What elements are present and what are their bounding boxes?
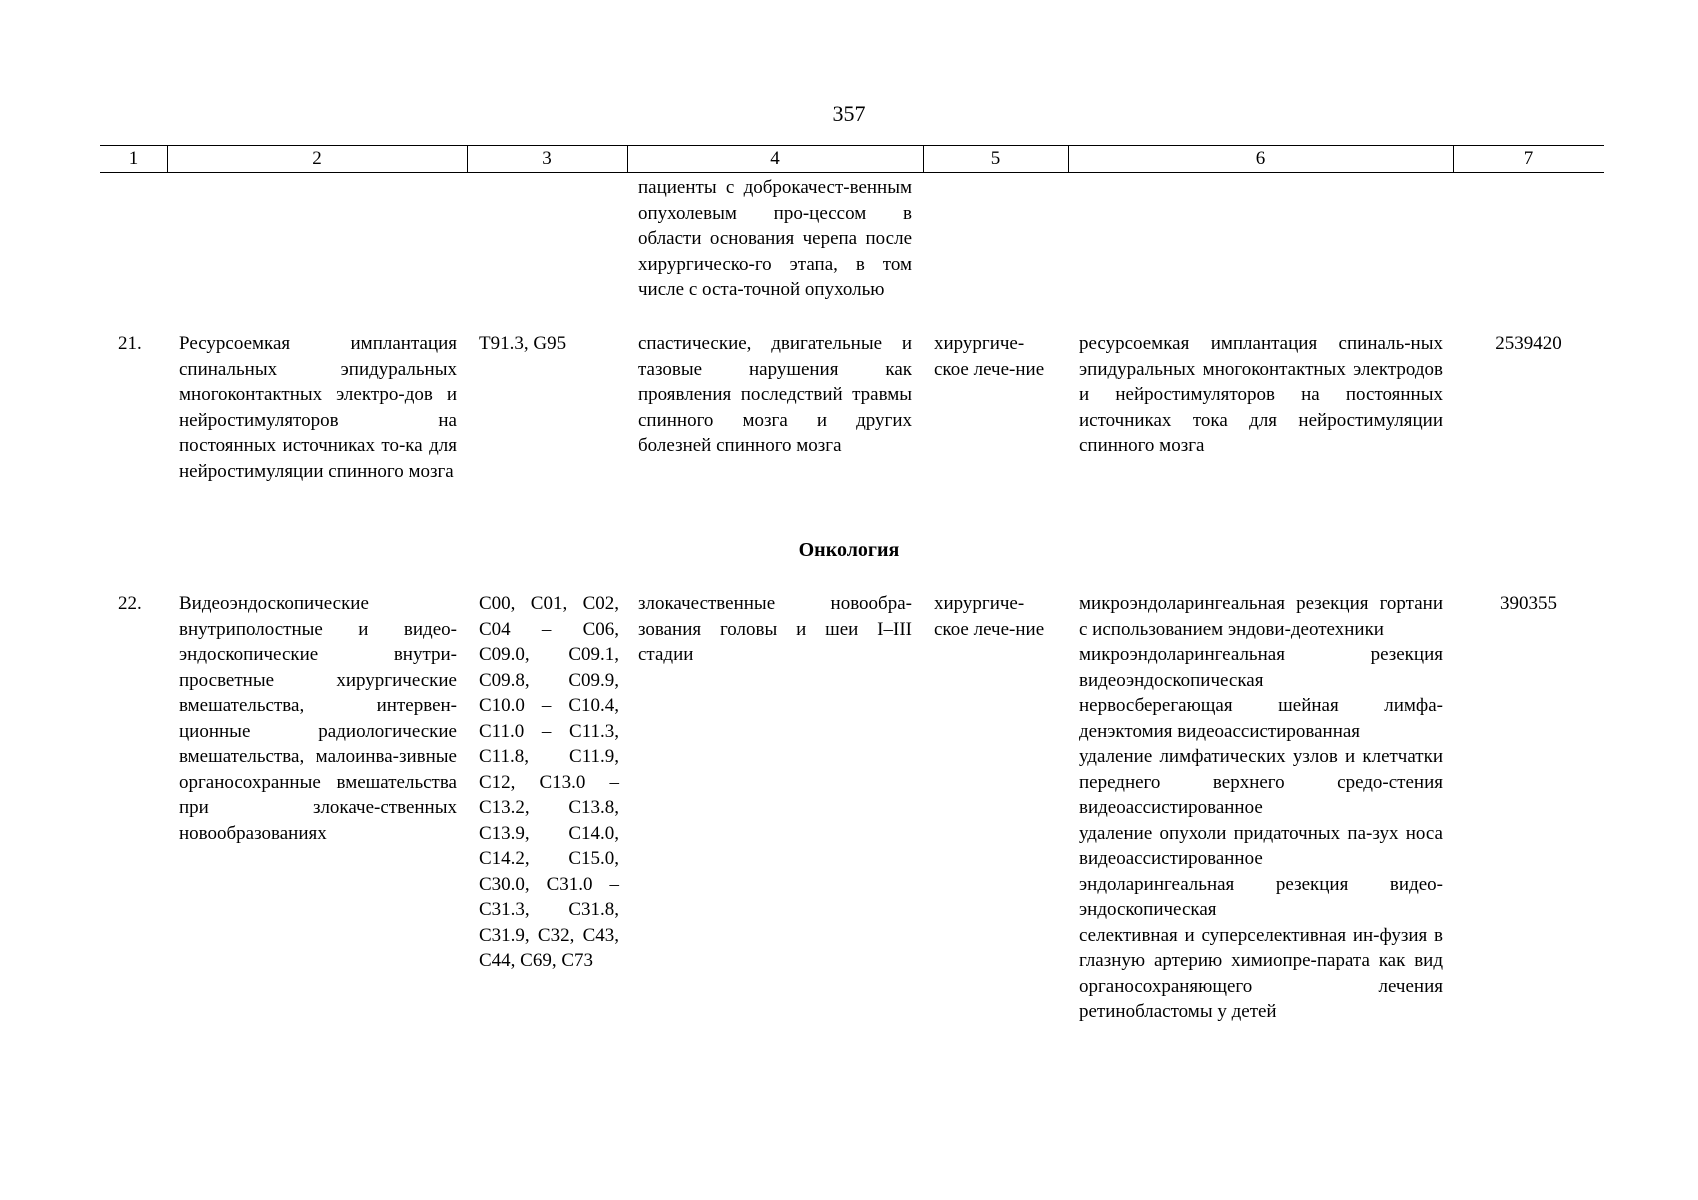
treatment-method: удаление опухоли придаточных па-зух носа видеоассистированное xyxy=(1079,822,1443,869)
treatment-methods-list xyxy=(1079,591,1443,1025)
treatment-method: микроэндоларингеальная резекция гортани с использованием эндови-деотехники xyxy=(1079,593,1443,640)
row-number: 22. xyxy=(118,593,142,614)
section-title: Онкология xyxy=(798,539,900,561)
header-col-7: 7 xyxy=(1523,148,1534,169)
treatment-method: микроэндоларингеальная резекция видеоэндоскопическая xyxy=(1079,644,1443,691)
treatment-method: селективная и суперселективная ин-фузия в глазную артерию химиопре-парата как вид органосохраняющего лечения ретинобластомы у детей xyxy=(1079,924,1443,1022)
icd-codes: C00, C01, C02, C04 – C06, C09.0, C09.1, C09.8, C09.9, C10.0 – C10.4, C11.0 – C11.3, C11.8, C11.9, C12, C13.0 – C13.2, C13.8, C13.9, C14.0, C14.2, C15.0, C30.0, C31.0 – C31.3, C31.8, C31.9, C32, C43, C44, C69, C73 xyxy=(479,593,619,971)
treatment-method: нервосберегающая шейная лимфа-денэктомия видеоассистированная xyxy=(1079,695,1443,742)
continuation-patients: пациенты с доброкачест-венным опухолевым про-цессом в области основания черепа после хирургическо-го этапа, в том числе с оста-точной опухолью xyxy=(638,177,912,300)
header-col-2: 2 xyxy=(312,148,322,169)
patient-model: спастические, двигательные и тазовые нарушения как проявления последствий травмы спинного мозга и других болезней спинного мозга xyxy=(638,333,912,456)
treatment-method: эндоларингеальная резекция видео-эндоскопическая xyxy=(1079,873,1443,920)
cost-value: 2539420 xyxy=(1495,333,1562,354)
header-col-3: 3 xyxy=(542,148,552,169)
row-number: 21. xyxy=(118,333,142,354)
header-col-4: 4 xyxy=(770,148,780,169)
treatment-method: удаление лимфатических узлов и клетчатки переднего верхнего средо-стения видеоассистированное xyxy=(1079,746,1443,818)
intervention-name: Видеоэндоскопические внутриполостные и видео-эндоскопические внутри-просветные хирургические вмешательства, интервен-ционные радиологические вмешательства, малоинва-зивные органосохранные вмешательства при злокаче-ственных новообразованиях xyxy=(179,593,457,844)
header-col-6: 6 xyxy=(1255,148,1266,169)
icd-codes: T91.3, G95 xyxy=(479,333,567,354)
patient-model: злокачественные новообра-зования головы и шеи I–III стадии xyxy=(638,593,912,665)
treatment-type: хирургиче-ское лече-ние xyxy=(934,333,1045,380)
intervention-name: Ресурсоемкая имплантация спинальных эпидуральных многоконтактных электро-дов и нейростимуляторов на постоянных источниках то-ка для нейростимуляции спинного мозга xyxy=(179,333,457,482)
header-bottom-rule xyxy=(100,172,1604,173)
page-number: 357 xyxy=(832,101,866,126)
treatment-method: ресурсоемкая имплантация спиналь-ных эпидуральных многоконтактных электродов и нейростимуляторов на постоянных источниках тока для нейростимуляции спинного мозга xyxy=(1079,333,1443,456)
header-col-5: 5 xyxy=(990,148,1001,169)
treatment-type: хирургиче-ское лече-ние xyxy=(934,593,1045,640)
cost-value: 390355 xyxy=(1500,593,1557,614)
header-col-1: 1 xyxy=(128,148,139,169)
